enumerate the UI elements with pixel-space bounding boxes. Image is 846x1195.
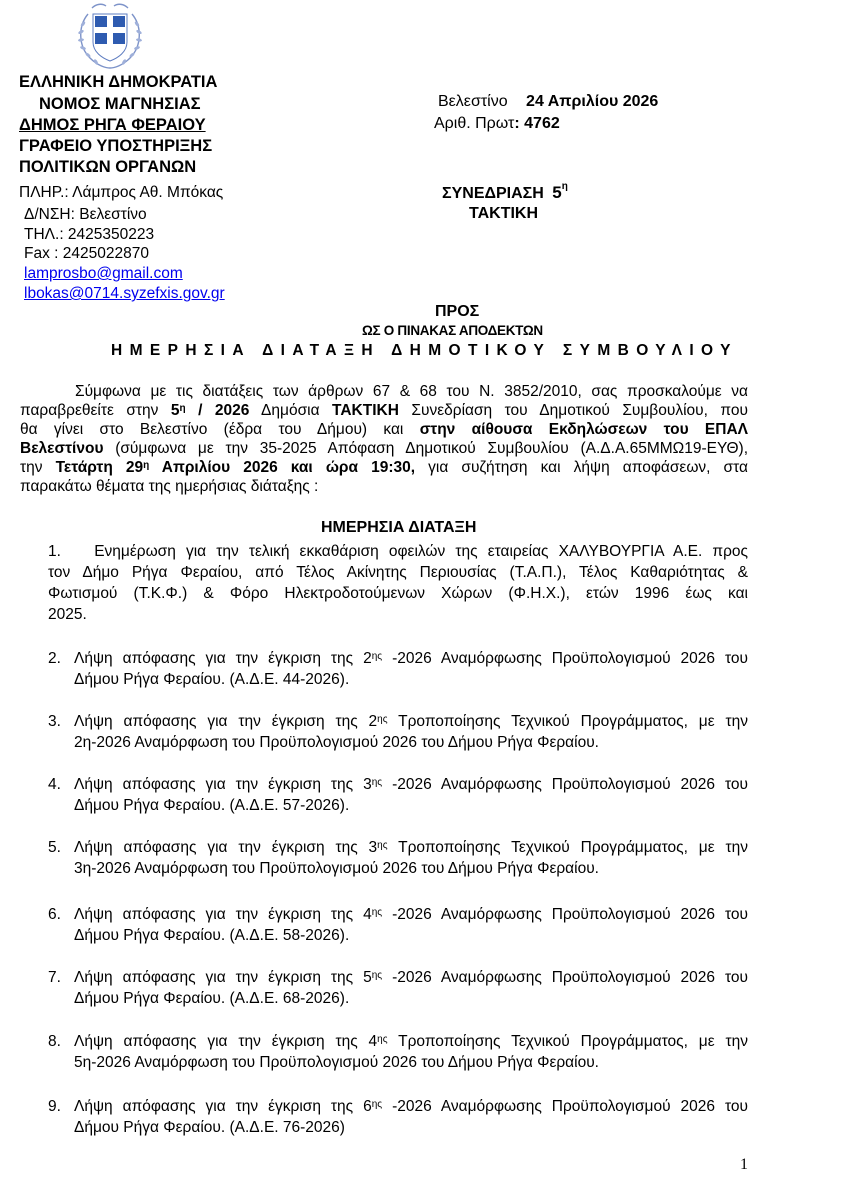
session-label: ΣΥΝΕΔΡΙΑΣΗ bbox=[442, 185, 544, 202]
intro-line-5: την Τετάρτη $29^\eta$ Απριλίου 2026 και ώρα 19:30, για συζήτηση και λήψη αποφάσεων, στα bbox=[20, 459, 748, 476]
agenda-heading: ΗΜΕΡΗΣΙΑ ΔΙΑΤΑΞΗ bbox=[321, 519, 477, 536]
date-line bbox=[438, 93, 658, 111]
agenda-item-number: 1. bbox=[48, 543, 61, 560]
intro-line-4: Βελεστίνου (σύμφωνα με την 35-2025 Απόφαση Δημοτικού Συμβουλίου (Α.Δ.Α.65ΜΜΩ19-ΕΥΘ), bbox=[20, 440, 748, 457]
intro-paragraph bbox=[20, 382, 748, 496]
session-type: ΤΑΚΤΙΚΗ bbox=[469, 205, 539, 222]
session-title bbox=[442, 183, 568, 203]
document-date: 24 Απριλίου 2026 bbox=[526, 93, 659, 110]
to-label: ΠΡΟΣ bbox=[435, 303, 480, 320]
contact-address: Δ/ΝΣΗ: Βελεστίνο bbox=[24, 206, 147, 223]
session-number: 5 bbox=[552, 183, 562, 202]
greek-coat-of-arms-icon bbox=[66, 0, 154, 70]
place: Βελεστίνο bbox=[438, 93, 508, 110]
protocol-label: Αριθ. Πρωτ bbox=[434, 115, 515, 132]
email-link-gmail[interactable]: lamprosbo@gmail.com bbox=[24, 265, 183, 282]
document-title: ΗΜΕΡΗΣΙΑ ΔΙΑΤΑΞΗ ΔΗΜΟΤΙΚΟΥ ΣΥΜΒΟΥΛΙΟΥ bbox=[111, 342, 738, 359]
intro-line-6: παρακάτω θέματα της ημερήσιας διάταξης : bbox=[20, 478, 319, 495]
intro-line-1: Σύμφωνα με τις διατάξεις των άρθρων 67 & 68 του Ν. 3852/2010, σας προσκαλούμε να bbox=[75, 383, 748, 400]
header-office-line2: ΠΟΛΙΤΙΚΩΝ ΟΡΓΑΝΩΝ bbox=[19, 158, 197, 176]
header-municipality: ΔΗΜΟΣ ΡΗΓΑ ΦΕΡΑΙΟΥ bbox=[19, 116, 206, 134]
page-number: 1 bbox=[740, 1156, 748, 1173]
header-prefecture: ΝΟΜΟΣ ΜΑΓΝΗΣΙΑΣ bbox=[39, 95, 201, 113]
intro-line-3: θα γίνει στο Βελεστίνο (έδρα του Δήμου) και στην αίθουσα Εκδηλώσεων του ΕΠΑΛ bbox=[20, 421, 748, 438]
recipients-list-label: ΩΣ Ο ΠΙΝΑΚΑΣ ΑΠΟΔΕΚΤΩΝ bbox=[362, 323, 543, 338]
contact-person: ΠΛΗΡ.: Λάμπρος Αθ. Μπόκας bbox=[19, 184, 224, 201]
intro-line-2: παραβρεθείτε στην $5^\eta / 2026$ Δημόσια ΤΑΚΤΙΚΗ Συνεδρίαση του Δημοτικού Συμβουλίου, που bbox=[20, 402, 748, 419]
email-link-syzefxis[interactable]: lbokas@0714.syzefxis.gov.gr bbox=[24, 285, 225, 302]
contact-fax: Fax : 2425022870 bbox=[24, 245, 149, 262]
session-number-sup: η bbox=[561, 181, 568, 192]
header-republic: ΕΛΛΗΝΙΚΗ ΔΗΜΟΚΡΑΤΙΑ bbox=[19, 73, 218, 91]
contact-phone: ΤΗΛ.: 2425350223 bbox=[24, 226, 155, 243]
protocol-number: 4762 bbox=[524, 115, 560, 132]
protocol-colon: : bbox=[514, 115, 520, 132]
protocol-line bbox=[434, 115, 560, 133]
header-office-line1: ΓΡΑΦΕΙΟ ΥΠΟΣΤΗΡΙΞΗΣ bbox=[19, 137, 213, 155]
